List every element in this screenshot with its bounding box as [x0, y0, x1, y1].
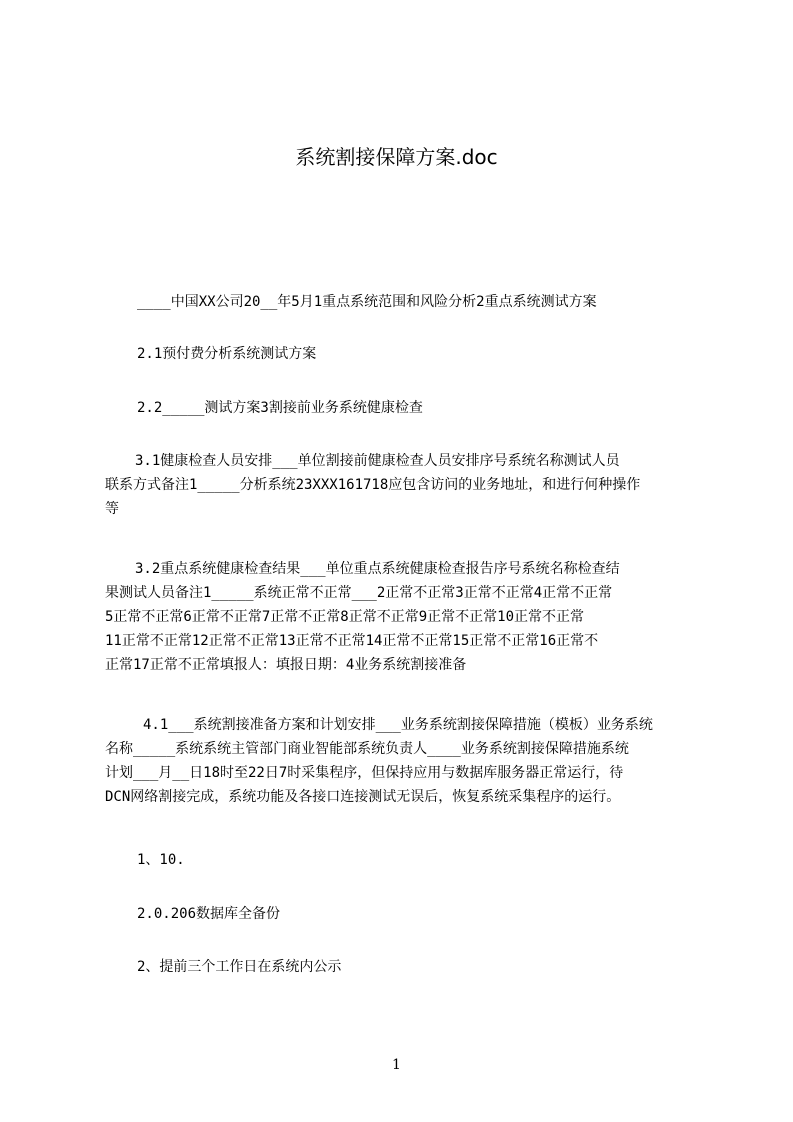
list-item-1-10: 1、10. — [137, 852, 185, 868]
text-line: 正常17正常不正常填报人：填报日期：4业务系统割接准备 — [105, 657, 467, 673]
page-number: 1 — [392, 1057, 401, 1073]
text-line: 3.2重点系统健康检查结果___单位重点系统健康检查报告序号系统名称检查结 — [135, 561, 620, 577]
section-2-2-heading: 2.2_____测试方案3割接前业务系统健康检查 — [137, 400, 423, 416]
text-line: 4.1___系统割接准备方案和计划安排___业务系统割接保障措施（模板）业务系统 — [143, 717, 653, 733]
section-3-2-paragraph — [105, 557, 697, 677]
document-title: 系统割接保障方案.doc — [295, 145, 498, 169]
text-line: 等 — [105, 501, 119, 517]
section-4-1-paragraph — [105, 713, 697, 809]
intro-paragraph: ____中国XX公司20__年5月1重点系统范围和风险分析2重点系统测试方案 — [137, 294, 597, 310]
text-line: 果测试人员备注1_____系统正常不正常___2正常不正常3正常不正常4正常不正常 — [105, 585, 613, 601]
text-line: 3.1健康检查人员安排___单位割接前健康检查人员安排序号系统名称测试人员 — [135, 453, 620, 469]
text-line: DCN网络割接完成，系统功能及各接口连接测试无误后，恢复系统采集程序的运行。 — [105, 789, 621, 805]
text-line: 计划___月__日18时至22日7时采集程序，但保持应用与数据库服务器正常运行，待 — [105, 765, 624, 781]
text-line: 名称_____系统系统主管部门商业智能部系统负责人____业务系统割接保障措施系统 — [105, 741, 629, 757]
text-line: 联系方式备注1_____分析系统23XXX161718应包含访问的业务地址，和进行何种操作 — [105, 477, 641, 493]
section-2-1-heading: 2.1预付费分析系统测试方案 — [137, 346, 317, 362]
text-line: 5正常不正常6正常不正常7正常不正常8正常不正常9正常不正常10正常不正常 — [105, 609, 584, 625]
public-notice-paragraph: 2、提前三个工作日在系统内公示 — [137, 959, 342, 975]
text-line: 11正常不正常12正常不正常13正常不正常14正常不正常15正常不正常16正常不 — [105, 633, 599, 649]
database-backup-paragraph: 2.0.206数据库全备份 — [137, 906, 281, 922]
section-3-1-paragraph — [105, 449, 697, 521]
